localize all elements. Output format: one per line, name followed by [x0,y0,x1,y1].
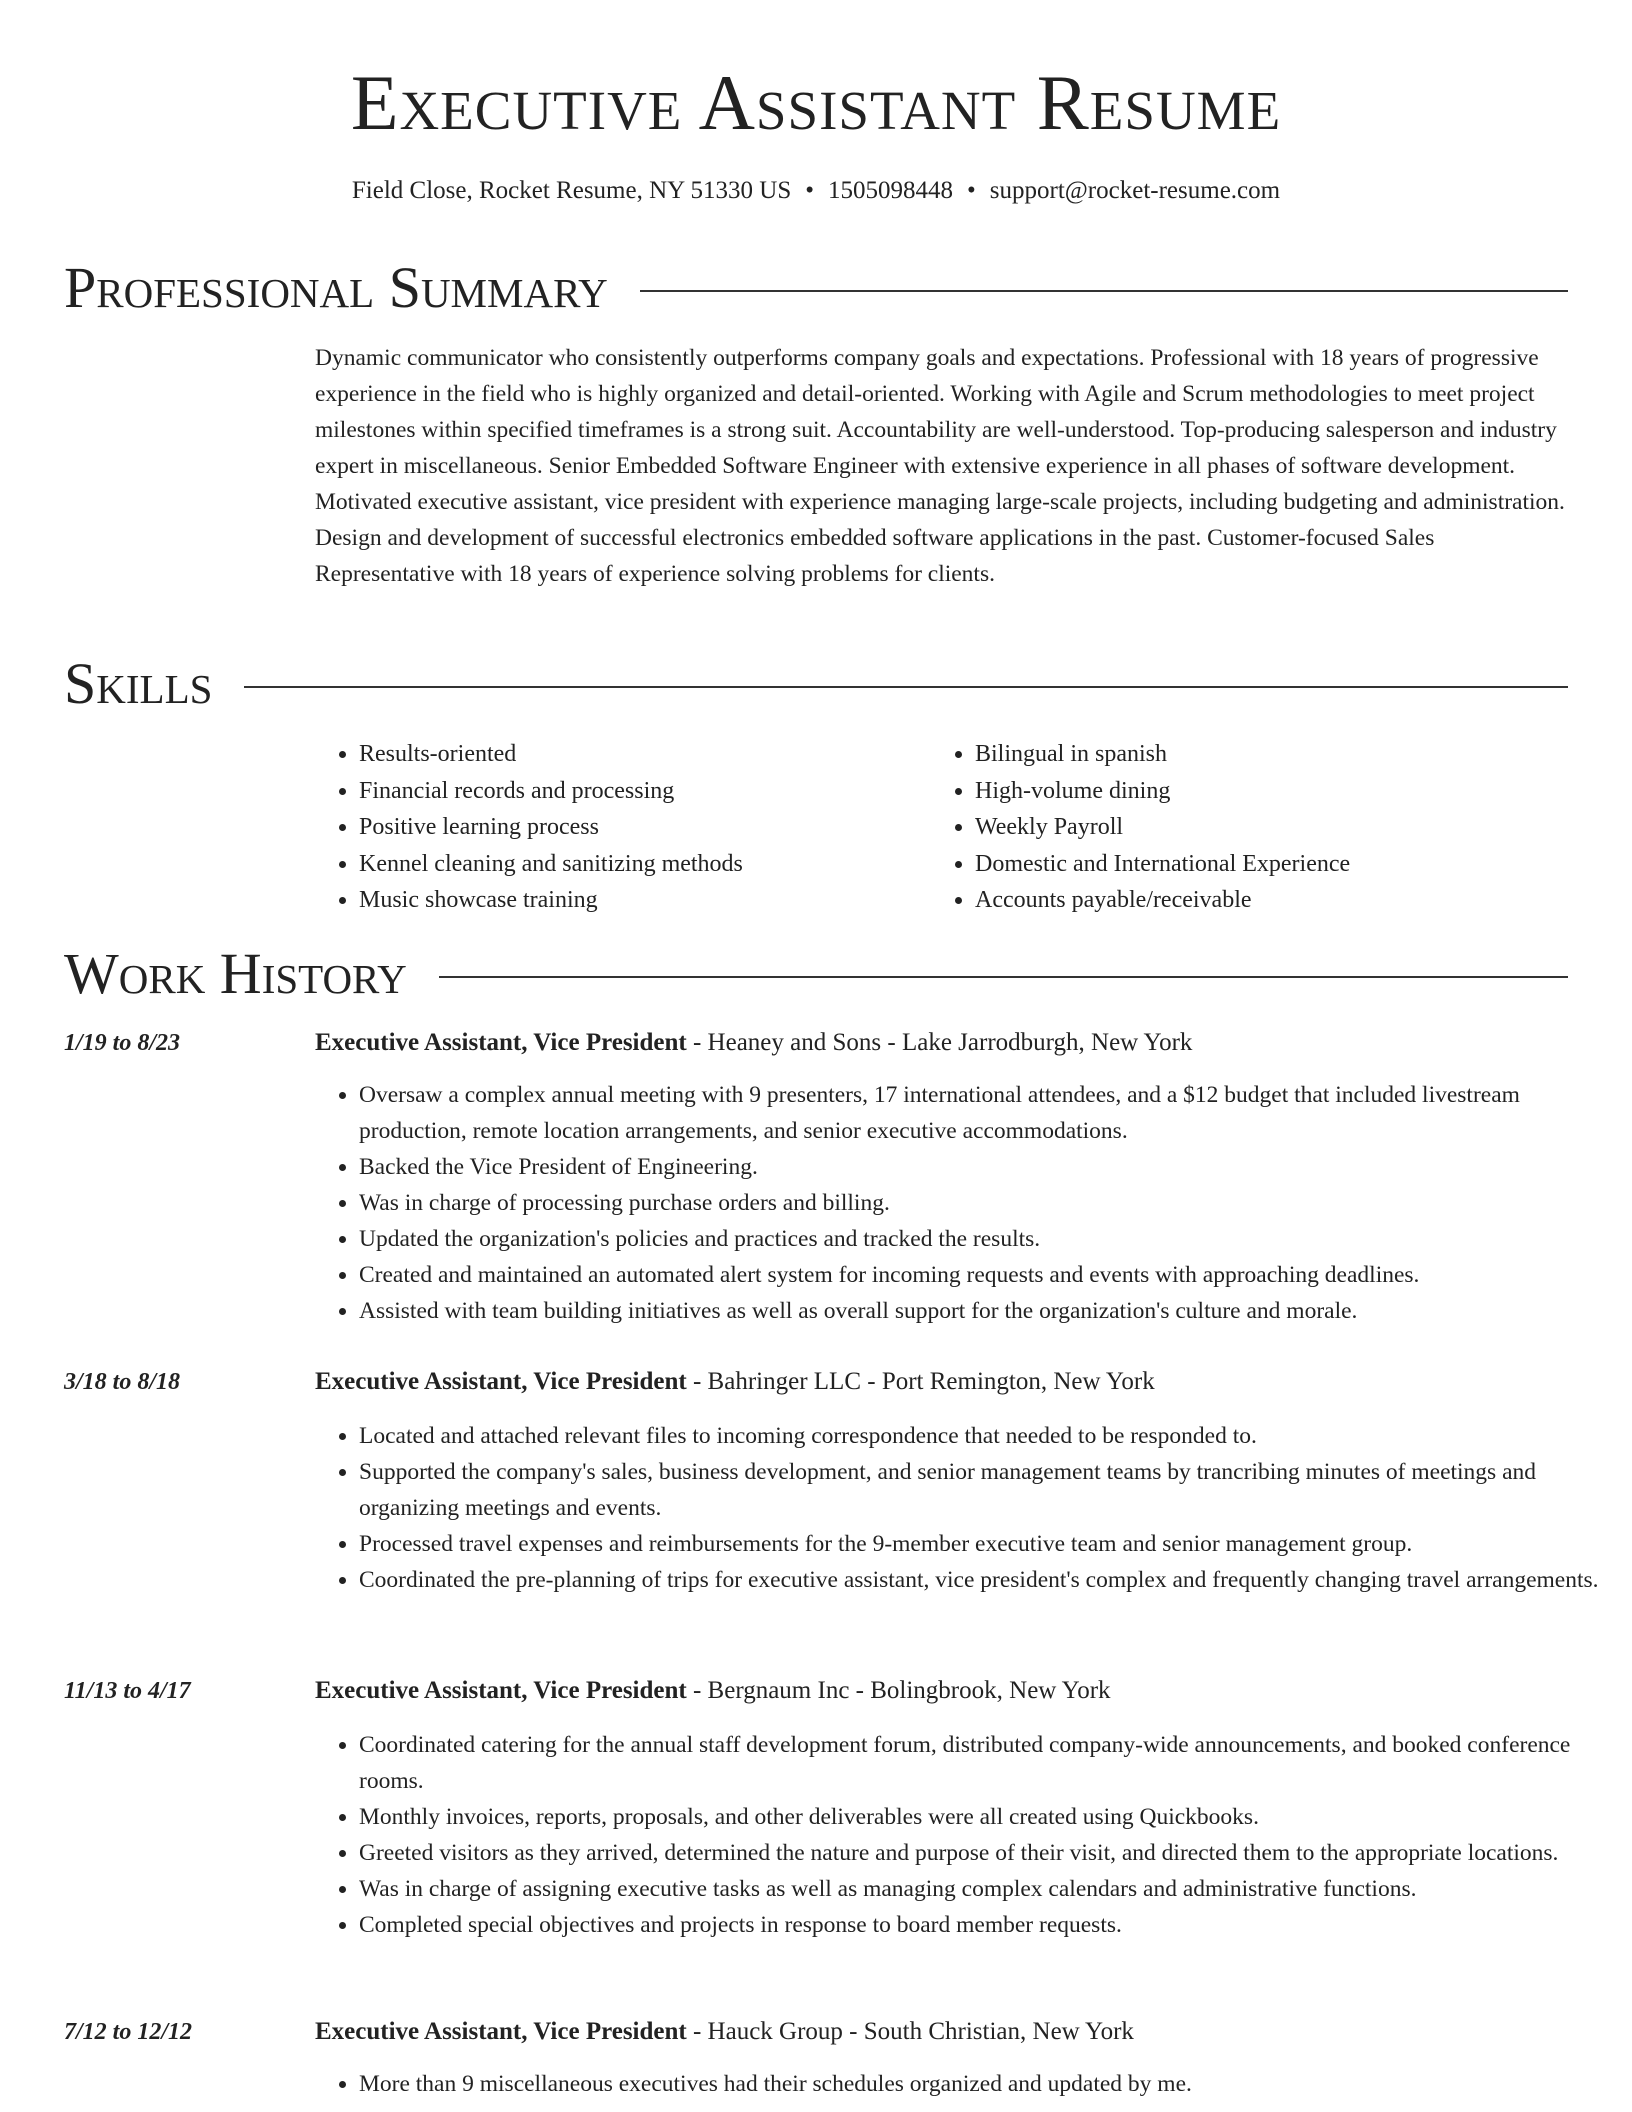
job-duty: • Created and maintained an automated alert system for incoming requests and events with approaching deadlines. [359,1257,1612,1293]
job-role: Executive Assistant, Vice President [315,1677,687,1704]
job-role: Executive Assistant, Vice President [315,2018,687,2045]
job-company: - Heaney and Sons - Lake Jarrodburgh, New York [686,1029,1193,1056]
job-duty: • Updated the organization's policies and practices and tracked the results. [359,1221,1612,1257]
skill-item: • Financial records and processing [359,773,931,810]
job-duty: • Was in charge of processing purchase orders and billing. [359,1185,1612,1221]
job-duty: • Oversaw a complex annual meeting with 9 presenters, 17 international attendees, and a $12 budget that included livestream production, remote location arrangements, and senior executive accommodations. [359,1077,1612,1149]
job-duty: • Greeted visitors as they arrived, determined the nature and purpose of their visit, and directed them to the appropriate locations. [359,1835,1612,1871]
job-title-line [315,1364,1155,1400]
section-title-skills: Skills [64,651,213,716]
job-duty: • Completed special objectives and projects in response to board member requests. [359,1907,1612,1943]
contact-separator: • [967,177,976,204]
job-duty: • Backed the Vice President of Engineering. [359,1149,1612,1185]
contact-phone: 1505098448 [828,177,954,204]
job-role: Executive Assistant, Vice President [315,1029,687,1056]
job-role: Executive Assistant, Vice President [315,1368,687,1395]
skills-list [315,736,1575,919]
skills-column-left [315,736,931,919]
job-duties [315,1077,1612,1329]
job-company: - Bergnaum Inc - Bolingbrook, New York [686,1677,1111,1704]
job-duties [315,1418,1612,1598]
job-duty: • Coordinated catering for the annual staff development forum, distributed company-wide announcements, and booked conference rooms. [359,1727,1612,1799]
skill-item: • Bilingual in spanish [975,736,1547,773]
job-title-line [315,2014,1134,2050]
job-duty: • Located and attached relevant files to incoming correspondence that needed to be responded to. [359,1418,1612,1454]
section-header-work-history [64,942,1568,1006]
skill-item: • Accounts payable/receivable [975,882,1547,919]
job-duty: • Monthly invoices, reports, proposals, and other deliverables were all created using Quickbooks. [359,1799,1612,1835]
job-duty: • Assisted with team building initiatives as well as overall support for the organization's culture and morale. [359,1293,1612,1329]
job-duty: • Processed travel expenses and reimbursements for the 9-member executive team and senior management group. [359,1526,1612,1562]
job-duties [315,2066,1612,2102]
job-dates: 7/12 to 12/12 [64,2019,193,2045]
job-duty: • Coordinated the pre-planning of trips for executive assistant, vice president's complex and frequently changing travel arrangements. [359,1562,1612,1598]
job-dates: 11/13 to 4/17 [64,1678,191,1704]
job-duty: • More than 9 miscellaneous executives had their schedules organized and updated by me. [359,2066,1612,2102]
skill-item: • Positive learning process [359,809,931,846]
section-title-summary: Professional Summary [64,255,608,320]
job-dates: 1/19 to 8/23 [64,1030,181,1056]
skill-item: • High-volume dining [975,773,1547,810]
contact-email: support@rocket-resume.com [989,177,1281,204]
contact-line [0,175,1632,207]
skill-item: • Kennel cleaning and sanitizing methods [359,846,931,883]
section-header-summary [64,256,1568,320]
skill-item: • Weekly Payroll [975,809,1547,846]
section-divider [640,290,1568,292]
job-duty: • Was in charge of assigning executive tasks as well as managing complex calendars and administrative functions. [359,1871,1612,1907]
contact-separator: • [805,177,815,204]
job-title-line [315,1025,1192,1061]
section-header-skills [64,652,1568,716]
resume-title: Executive Assistant Resume [350,59,1282,146]
section-divider [244,686,1568,688]
section-divider [439,976,1568,978]
skill-item: • Results-oriented [359,736,931,773]
skills-column-right [931,736,1547,919]
job-duty: • Supported the company's sales, business development, and senior management teams by trancribing minutes of meetings and organizing meetings and events. [359,1454,1612,1526]
job-duties [315,1727,1612,1943]
skill-item: • Domestic and International Experience [975,846,1547,883]
summary-text: Dynamic communicator who consistently outperforms company goals and expectations. Professional with 18 years of progressive experience in the field who is highly organized and detail-oriented. Working with Agile and Scrum methodologies to meet project milestones within specified timeframes is a strong suit. Accountability are well-understood. Top-producing salesperson and industry expert in miscellaneous. Senior Embedded Software Engineer with extensive experience in all phases of software development. Motivated executive assistant, vice president with experience managing large-scale projects, including budgeting and administration. Design and development of successful electronics embedded software applications in the past. Customer-focused Sales Representative with 18 years of experience solving problems for clients. [315,345,1565,587]
skill-item: • Music showcase training [359,882,931,919]
job-dates: 3/18 to 8/18 [64,1369,181,1395]
contact-address: Field Close, Rocket Resume, NY 51330 US [351,177,792,204]
job-company: - Hauck Group - South Christian, New York [686,2018,1134,2045]
job-title-line [315,1673,1111,1709]
job-company: - Bahringer LLC - Port Remington, New York [686,1368,1155,1395]
section-title-work-history: Work History [64,941,407,1006]
